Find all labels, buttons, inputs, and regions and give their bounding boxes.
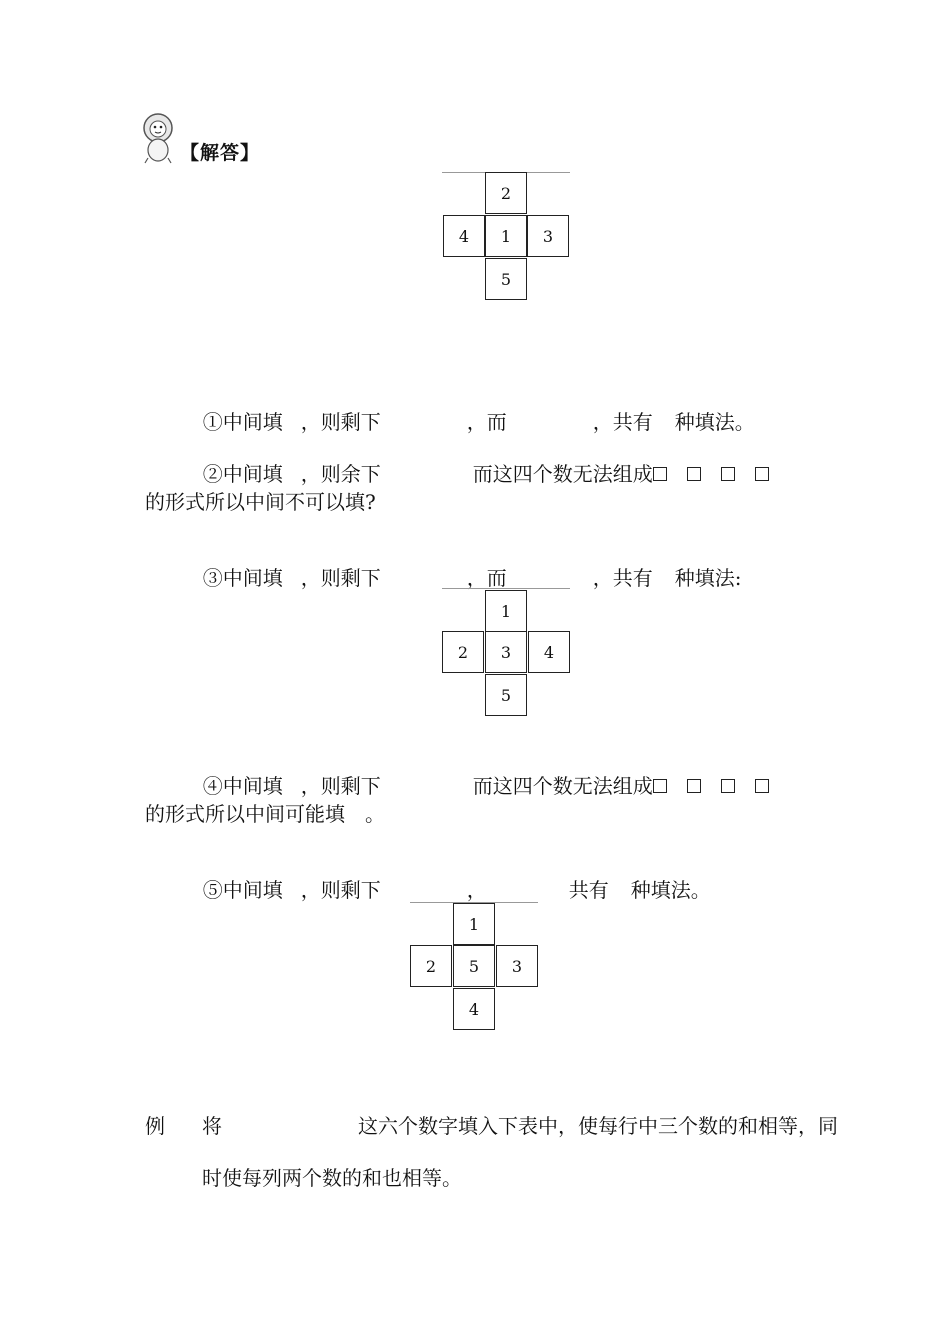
- cell-right: 3: [496, 945, 538, 987]
- text: ，共有: [592, 410, 653, 434]
- cell-center: 3: [485, 631, 527, 673]
- text: ，则剩下: [300, 774, 381, 798]
- cell-bottom: 5: [485, 258, 527, 300]
- empty-box: [687, 467, 701, 481]
- text: ⑤中间填: [202, 878, 283, 902]
- empty-box: [755, 467, 769, 481]
- text: ，共有: [592, 566, 653, 590]
- cell-center: 5: [453, 945, 495, 987]
- empty-box: [653, 467, 667, 481]
- cell-left: 2: [410, 945, 452, 987]
- line-4: [190, 542, 741, 590]
- example-text-2: 时使每列两个数的和也相等。: [202, 1166, 462, 1190]
- text: ，则余下: [300, 462, 381, 486]
- cell-top: 1: [453, 903, 495, 945]
- text: 而这四个数无法组成: [472, 462, 653, 486]
- line-3: 的形式所以中间不可以填?: [145, 490, 376, 514]
- cell-left: 2: [442, 631, 484, 673]
- empty-box: [721, 779, 735, 793]
- empty-box: [721, 467, 735, 481]
- text: ②中间填: [202, 462, 283, 486]
- cell-center: 1: [485, 215, 527, 257]
- example-text-1: 这六个数字填入下表中，使每行中三个数的和相等，同: [358, 1114, 838, 1138]
- line-5: [190, 750, 769, 798]
- line-6: 的形式所以中间可能填 。: [145, 802, 385, 826]
- text: 种填法:: [674, 566, 742, 590]
- line-2: [190, 438, 769, 486]
- text: 而这四个数无法组成: [472, 774, 653, 798]
- cell-right: 3: [527, 215, 569, 257]
- cell-bottom: 4: [453, 988, 495, 1030]
- cell-top: 1: [485, 590, 527, 632]
- empty-box: [755, 779, 769, 793]
- cell-top: 2: [485, 172, 527, 214]
- text: ④中间填: [202, 774, 283, 798]
- text: ，则剩下: [300, 410, 381, 434]
- line-7: [190, 854, 711, 902]
- example-label: 例: [145, 1114, 165, 1138]
- cell-left: 4: [443, 215, 485, 257]
- empty-box: [653, 779, 667, 793]
- line-1: [190, 386, 755, 434]
- text: ，而: [466, 566, 507, 590]
- text: ，则剩下: [300, 878, 381, 902]
- text: 种填法。: [630, 878, 711, 902]
- text: 种填法。: [674, 410, 755, 434]
- text: ③中间填: [202, 566, 283, 590]
- cell-bottom: 5: [485, 674, 527, 716]
- answer-label: 【解答】: [180, 142, 261, 164]
- cell-right: 4: [528, 631, 570, 673]
- text: ，则剩下: [300, 566, 381, 590]
- lion-mascot-icon: [140, 112, 178, 164]
- text: 共有: [568, 878, 609, 902]
- text: ，: [466, 878, 487, 902]
- empty-box: [687, 779, 701, 793]
- example-word: 将: [202, 1114, 222, 1138]
- text: ，而: [466, 410, 507, 434]
- text: ①中间填: [202, 410, 283, 434]
